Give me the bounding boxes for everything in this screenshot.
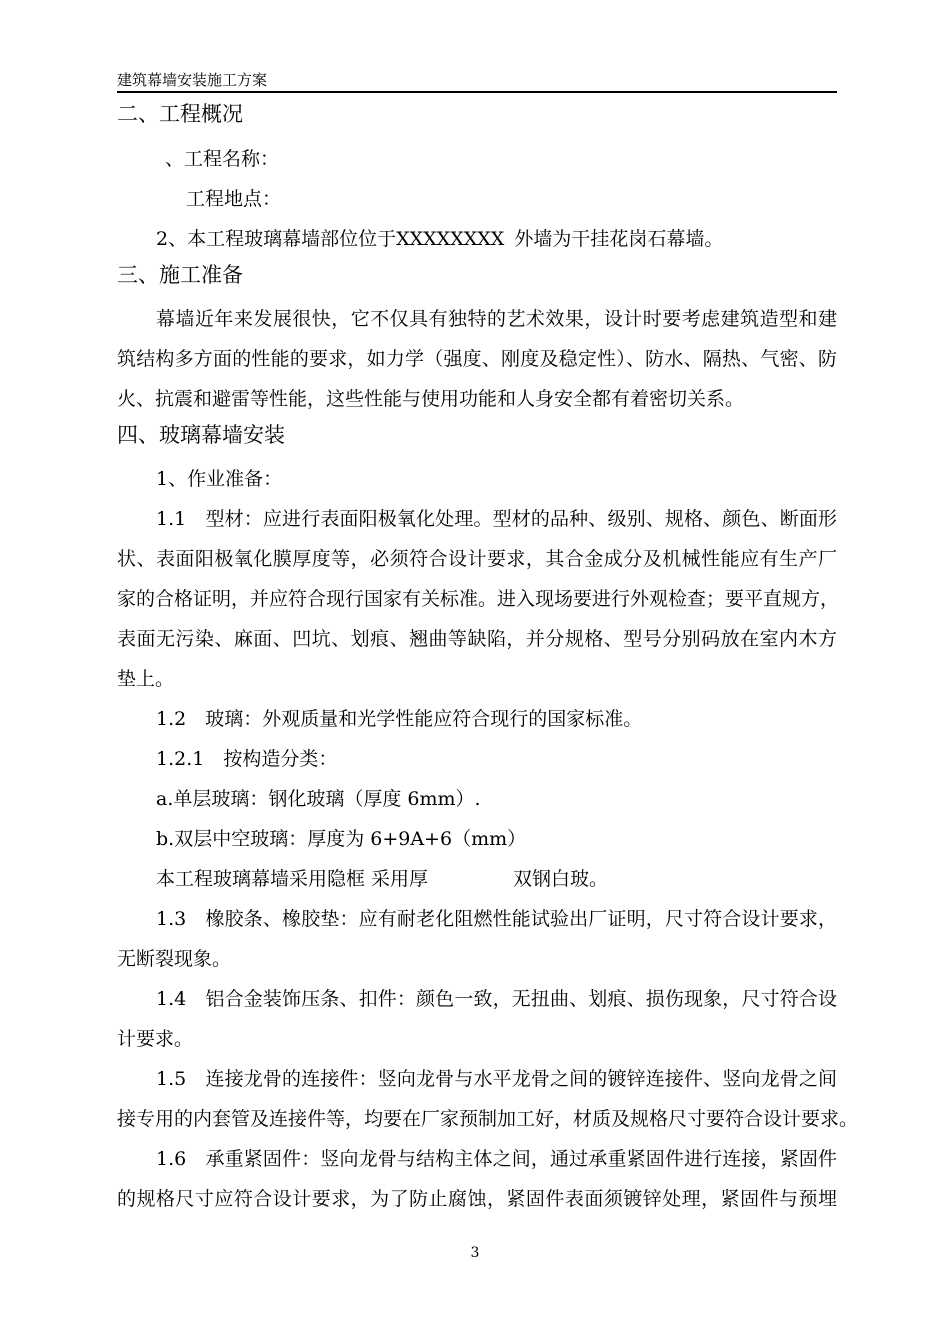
rubber-paragraph-line: 无断裂现象。 xyxy=(117,948,232,970)
double-glass-item: b.双层中空玻璃：厚度为 6+9A+6（mm） xyxy=(156,828,527,850)
page-number: 3 xyxy=(470,1245,480,1261)
profile-paragraph-line: 表面无污染、麻面、凹坑、划痕、翘曲等缺陷，并分规格、型号分别码放在室内木方 xyxy=(117,628,837,650)
item-2-text-b: 外墙为干挂花岗石幕墙。 xyxy=(514,228,724,250)
profile-paragraph-line: 垫上。 xyxy=(117,668,175,690)
project-name-line: 、工程名称： xyxy=(165,148,280,170)
glass-paragraph: 1.2 玻璃：外观质量和光学性能应符合现行的国家标准。 xyxy=(156,708,643,730)
section-heading-overview: 二、工程概况 xyxy=(117,102,243,126)
fastener-paragraph-line: 的规格尺寸应符合设计要求，为了防止腐蚀，紧固件表面须镀锌处理，紧固件与预埋 xyxy=(117,1188,837,1210)
item-2-text-a: 2、本工程玻璃幕墙部位位于XXXXXXXX xyxy=(156,228,505,250)
section-heading-installation: 四、玻璃幕墙安装 xyxy=(117,423,285,447)
trim-paragraph-line: 计要求。 xyxy=(117,1028,194,1050)
project-glass-spec-line xyxy=(156,866,876,892)
rubber-paragraph-line: 1.3 橡胶条、橡胶垫：应有耐老化阻燃性能试验出厂证明，尺寸符合设计要求， xyxy=(156,908,837,930)
subsection-work-preparation: 1、作业准备： xyxy=(156,468,283,490)
profile-paragraph-line: 状、表面阳极氧化膜厚度等，必须符合设计要求，其合金成分及机械性能应有生产厂 xyxy=(117,548,837,570)
section-heading-preparation: 三、施工准备 xyxy=(117,263,243,287)
glass-spec-text-a: 本工程玻璃幕墙采用隐框 采用厚 xyxy=(156,868,429,890)
single-glass-item: a.单层玻璃：钢化玻璃（厚度 6mm）. xyxy=(156,788,481,810)
glass-spec-text-b: 双钢白玻。 xyxy=(513,868,609,890)
profile-paragraph-line: 1.1 型材：应进行表面阳极氧化处理。型材的品种、级别、规格、颜色、断面形 xyxy=(156,508,837,530)
trim-paragraph-line: 1.4 铝合金装饰压条、扣件：颜色一致，无扭曲、划痕、损伤现象，尺寸符合设 xyxy=(156,988,837,1010)
connector-paragraph-line: 1.5 连接龙骨的连接件：竖向龙骨与水平龙骨之间的镀锌连接件、竖向龙骨之间 xyxy=(156,1068,837,1090)
preparation-paragraph-line: 筑结构多方面的性能的要求，如力学（强度、刚度及稳定性）、防水、隔热、气密、防 xyxy=(117,348,837,370)
preparation-paragraph-line: 火、抗震和避雷等性能，这些性能与使用功能和人身安全都有着密切关系。 xyxy=(117,388,745,410)
preparation-paragraph-line: 幕墙近年来发展很快，它不仅具有独特的艺术效果，设计时要考虑建筑造型和建 xyxy=(156,308,837,330)
connector-paragraph-line: 接专用的内套管及连接件等，均要在厂家预制加工好，材质及规格尺寸要符合设计要求。 xyxy=(117,1108,859,1130)
profile-paragraph-line: 家的合格证明，并应符合现行国家有关标准。进入现场要进行外观检查；要平直规方， xyxy=(117,588,840,610)
project-location-line: 工程地点： xyxy=(186,188,282,210)
fastener-paragraph-line: 1.6 承重紧固件：竖向龙骨与结构主体之间，通过承重紧固件进行连接，紧固件 xyxy=(156,1148,837,1170)
item-2-line xyxy=(156,226,876,252)
glass-classification-heading: 1.2.1 按构造分类： xyxy=(156,748,338,770)
running-header: 建筑幕墙安装施工方案 xyxy=(117,70,837,93)
